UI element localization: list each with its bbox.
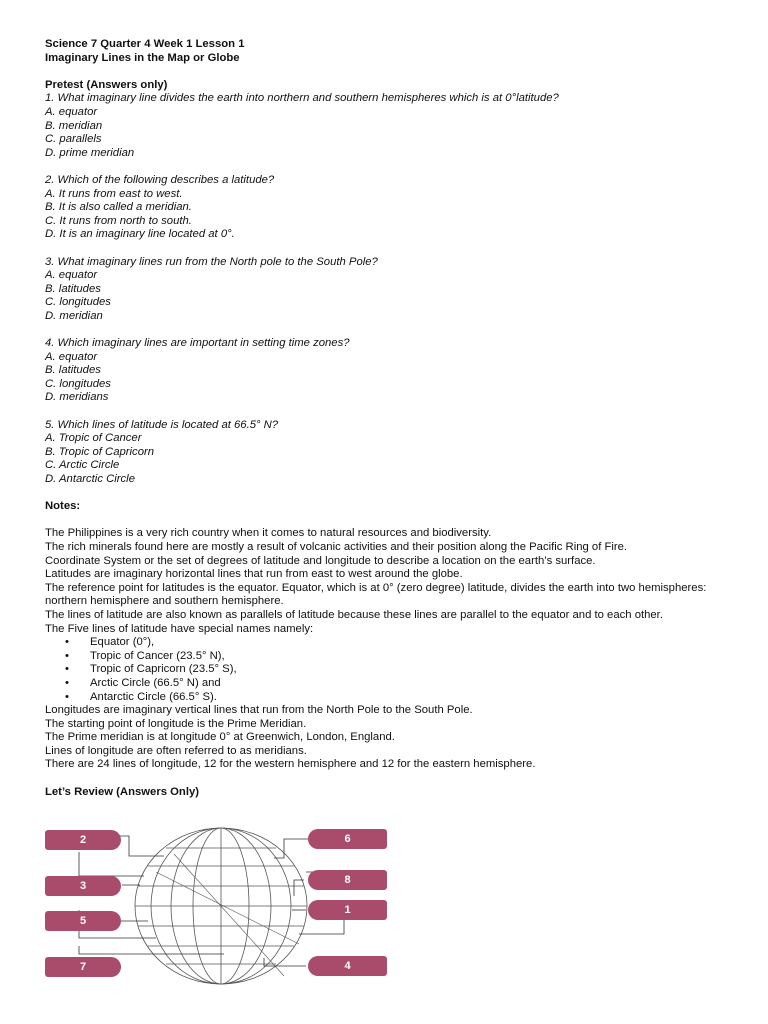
list-item: • Equator (0°), <box>90 636 735 650</box>
answer-option: A. equator <box>45 269 98 282</box>
question-text: 5. Which lines of latitude is located at 66.5° N? <box>45 418 279 431</box>
question-block <box>45 419 735 501</box>
answer-option: C. Arctic Circle <box>45 459 120 472</box>
answer-option: C. longitudes <box>45 377 111 390</box>
question-block <box>45 174 735 256</box>
pretest-questions <box>45 92 735 500</box>
notes-paragraph: The starting point of longitude is the Prime Meridian. <box>45 717 307 730</box>
question-text: 3. What imaginary lines run from the North pole to the South Pole? <box>45 255 378 268</box>
globe-diagram <box>44 826 388 986</box>
pretest-heading: Pretest (Answers only) <box>45 78 168 91</box>
label-box-right: 8 <box>308 870 387 890</box>
label-box-right: 1 <box>308 900 387 920</box>
answer-option: D. meridian <box>45 309 103 322</box>
question-text: 1. What imaginary line divides the earth into northern and southern hemispheres which is at 0°latitude? <box>45 92 559 105</box>
question-block <box>45 337 735 419</box>
notes-paragraph: The Prime meridian is at longitude 0° at Greenwich, London, England. <box>45 731 395 744</box>
question-block <box>45 256 735 338</box>
question-text: 2. Which of the following describes a latitude? <box>45 173 275 186</box>
doc-title: Science 7 Quarter 4 Week 1 Lesson 1 <box>45 38 245 50</box>
answer-option: B. latitudes <box>45 364 101 377</box>
notes-paragraph: Lines of longitude are often referred to as meridians. <box>45 744 307 757</box>
label-box-left: 5 <box>45 911 121 931</box>
label-box-right: 6 <box>308 829 387 849</box>
answer-option: A. It runs from east to west. <box>45 187 183 200</box>
answer-option: C. It runs from north to south. <box>45 214 192 227</box>
notes-paragraph: There are 24 lines of longitude, 12 for the western hemisphere and 12 for the eastern hemisphere. <box>45 758 536 771</box>
notes-paragraph: Latitudes are imaginary horizontal lines that run from east to west around the globe. <box>45 568 463 581</box>
answer-option: B. It is also called a meridian. <box>45 201 192 214</box>
answer-option: D. prime meridian <box>45 146 135 159</box>
notes-heading: Notes: <box>45 500 81 513</box>
list-item: • Tropic of Cancer (23.5° N), <box>90 650 735 664</box>
notes-paragraph: The rich minerals found here are mostly a result of volcanic activities and their position along the Pacific Ring of Fire. <box>45 540 628 553</box>
doc-subtitle: Imaginary Lines in the Map or Globe <box>45 51 240 64</box>
answer-option: B. Tropic of Capricorn <box>45 445 155 458</box>
answer-option: B. meridian <box>45 119 103 132</box>
answer-option: D. It is an imaginary line located at 0°. <box>45 228 235 241</box>
answer-option: A. equator <box>45 105 98 118</box>
label-box-left: 2 <box>45 830 121 850</box>
question-text: 4. Which imaginary lines are important in setting time zones? <box>45 337 350 350</box>
answer-option: D. meridians <box>45 391 109 404</box>
notes-paragraph: The reference point for latitudes is the equator. Equator, which is at 0° (zero degree) latitude, divides the earth into two hemispheres: northern hemisphere and southern hemisphere. <box>45 581 707 608</box>
answer-option: A. Tropic of Cancer <box>45 432 142 445</box>
answer-option: C. longitudes <box>45 296 111 309</box>
notes-paragraph: Coordinate System or the set of degrees of latitude and longitude to describe a location on the earth’s surface. <box>45 554 596 567</box>
label-box-right: 4 <box>308 956 387 976</box>
list-item: • Tropic of Capricorn (23.5° S), <box>90 663 735 677</box>
label-box-left: 7 <box>45 957 121 977</box>
notes-paragraph: Longitudes are imaginary vertical lines that run from the North Pole to the South Pole. <box>45 704 473 717</box>
latitude-list <box>45 636 735 704</box>
answer-option: B. latitudes <box>45 282 101 295</box>
notes-paragraph: The Five lines of latitude have special names namely: <box>45 622 314 635</box>
review-heading: Let’s Review (Answers Only) <box>45 785 200 798</box>
notes-paragraph: The lines of latitude are also known as parallels of latitude because these lines are parallel to the equator and to each other. <box>45 608 663 621</box>
notes-paragraph: The Philippines is a very rich country when it comes to natural resources and biodiversity. <box>45 527 492 540</box>
list-item: • Antarctic Circle (66.5° S). <box>90 691 735 705</box>
list-item: • Arctic Circle (66.5° N) and <box>90 677 735 691</box>
answer-option: D. Antarctic Circle <box>45 473 135 485</box>
label-box-left: 3 <box>45 876 121 896</box>
answer-option: C. parallels <box>45 133 102 146</box>
question-block <box>45 92 735 174</box>
document-page <box>45 38 735 799</box>
answer-option: A. equator <box>45 350 98 363</box>
